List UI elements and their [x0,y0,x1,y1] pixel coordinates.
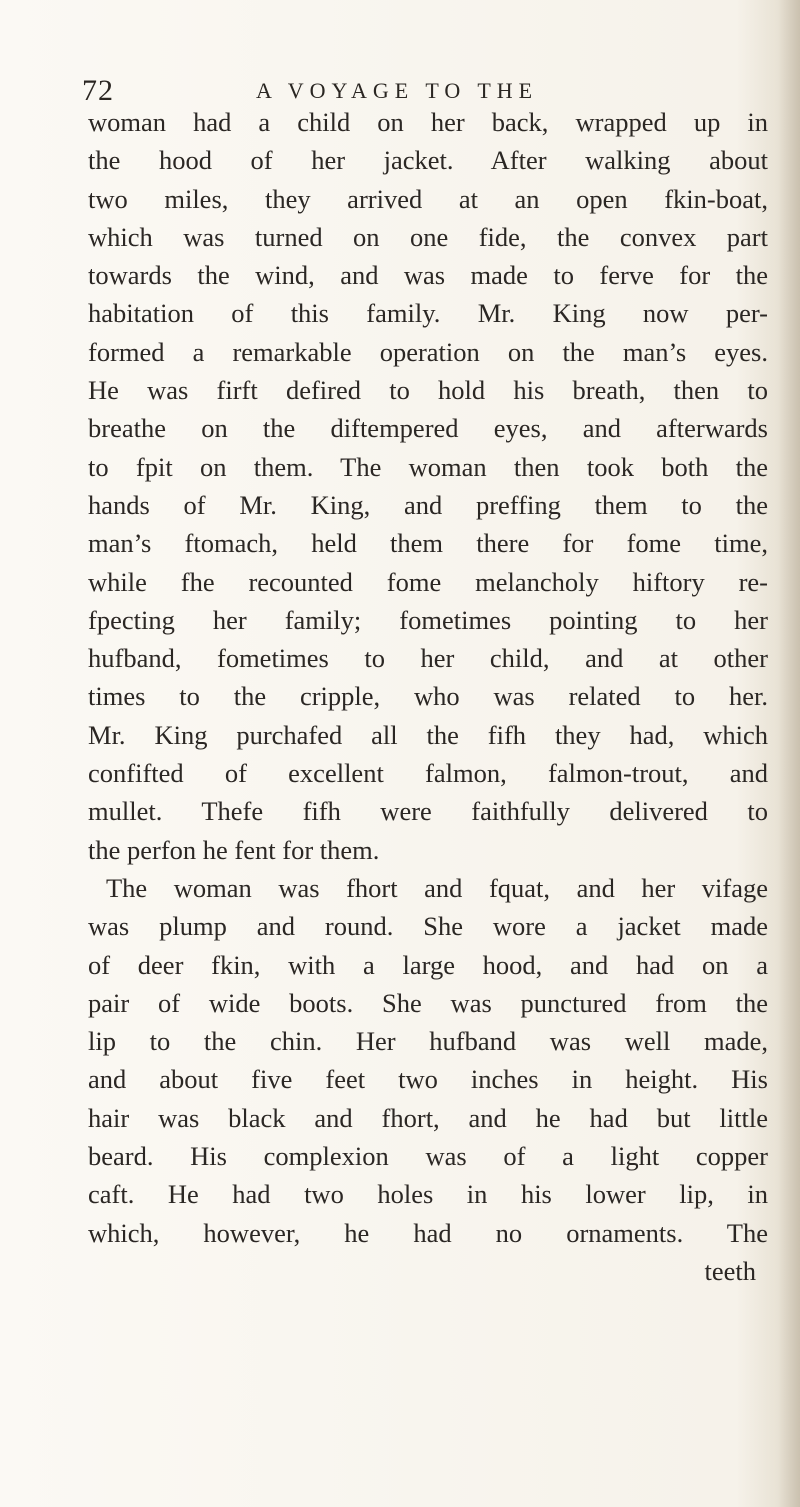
text-line: which was turned on one fide, the convex part [88,221,768,252]
text-line: Mr. King purchafed all the fifh they had, which [88,719,768,750]
text-line: formed a remarkable operation on the man’s eyes. [88,336,768,367]
text-line: and about five feet two inches in height. His [88,1064,768,1095]
text-line: woman had a child on her back, wrapped up in [88,107,768,137]
page-edge-shadow [778,0,800,1507]
text-line: lip to the chin. Her hufband was well made, [88,1026,768,1057]
text-line: hair was black and fhort, and he had but little [88,1102,768,1133]
text-line: to fpit on them. The woman then took both the [88,451,768,482]
text-line: the perfon he fent for them. [88,834,380,865]
text-line: while fhe recounted fome melancholy hiftory re- [88,566,768,597]
text-line: The woman was fhort and fquat, and her vifage [106,872,768,903]
text-line: habitation of this family. Mr. King now per- [88,298,768,329]
text-line: man’s ftomach, held them there for fome time, [88,528,768,559]
text-line: which, however, he had no ornaments. The [88,1217,768,1248]
body-text [88,103,768,1290]
text-line: confifted of excellent falmon, falmon-trout, and [88,758,768,789]
text-line: was plump and round. She wore a jacket made [88,911,768,942]
text-line: breathe on the diftempered eyes, and afterwards [88,413,768,444]
text-line: beard. His complexion was of a light copper [88,1141,768,1172]
text-line: of deer fkin, with a large hood, and had on a [88,949,768,980]
text-line: fpecting her family; fometimes pointing to her [88,604,768,635]
text-line: He was firft defired to hold his breath, then to [88,375,768,406]
text-line: times to the cripple, who was related to her. [88,681,768,712]
text-line: towards the wind, and was made to ferve for the [88,260,768,291]
catchword: teeth [704,1255,756,1286]
text-line: the hood of her jacket. After walking about [88,145,768,176]
text-line: caft. He had two holes in his lower lip, in [88,1179,768,1210]
running-head: A VOYAGE TO THE [256,78,539,103]
text-line: hufband, fometimes to her child, and at other [88,643,768,674]
text-line: two miles, they arrived at an open fkin-boat, [88,183,768,214]
text-line: hands of Mr. King, and preffing them to the [88,489,768,520]
text-line: pair of wide boots. She was punctured from the [88,987,768,1018]
text-line: mullet. Thefe fifh were faithfully delivered to [88,796,768,827]
page-number: 72 [82,74,114,107]
